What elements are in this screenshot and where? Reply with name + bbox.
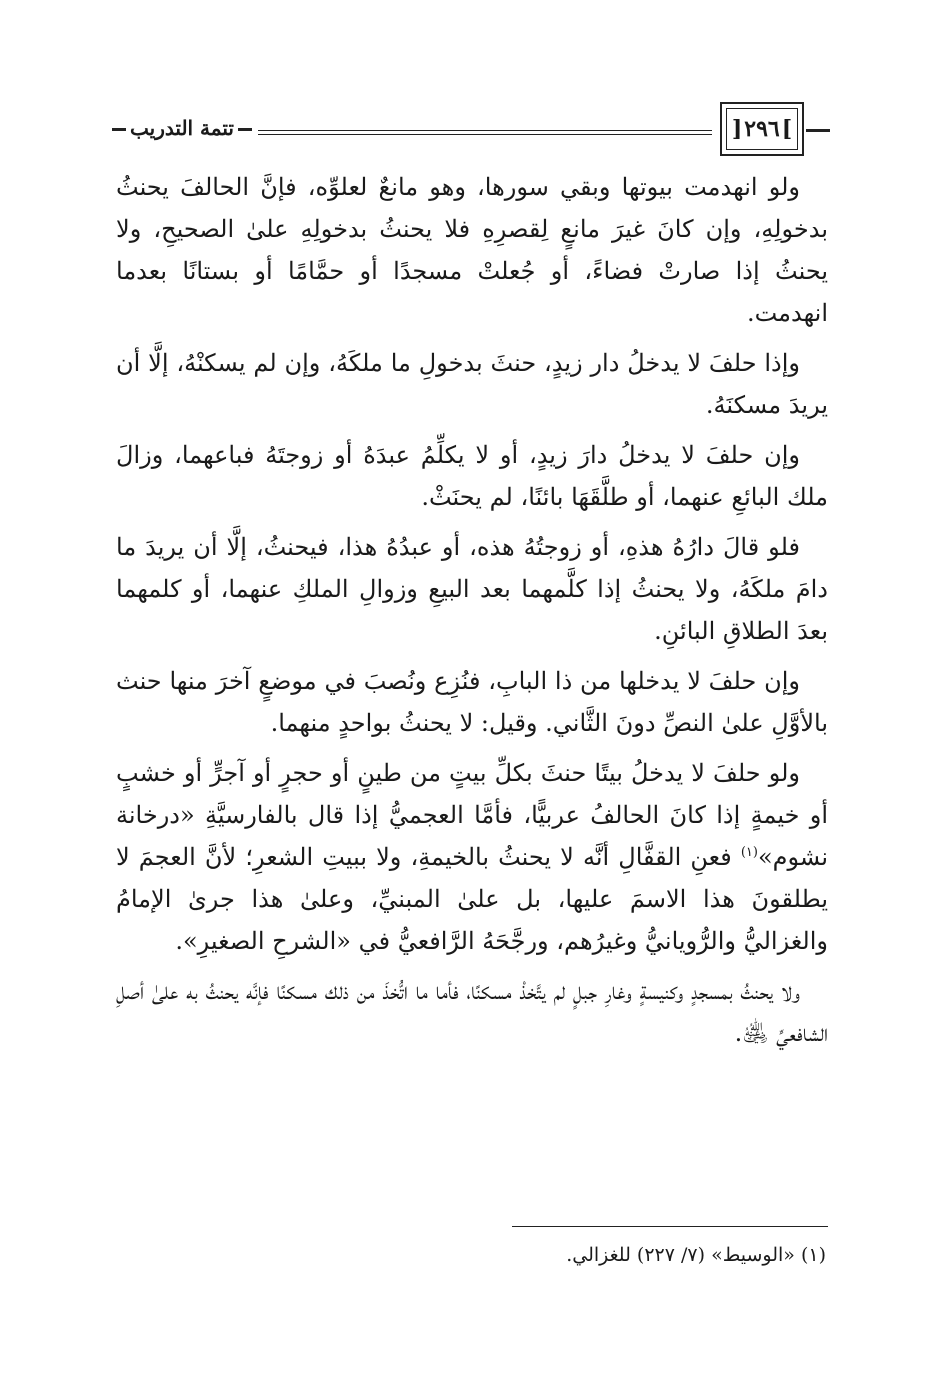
running-title	[108, 116, 256, 140]
paragraph-6	[116, 752, 828, 962]
paragraph-7: ولا يحنثُ بمسجدٍ وكنيسةٍ وغارِ جبلٍ لم يتَّخذْ مسكنًا، فأما ما اتُّخذَ من ذلك مسكنًا فإنَّه يحنثُ به علىٰ أصلِ الشافعيِّ ﵁.	[116, 977, 828, 1047]
paragraph-6-part-1: ولو حلفَ لا يدخلُ بيتًا حنثَ بكلِّ بيتٍ من طينٍ أو حجرٍ أو آجرٍّ أو خشبٍ أو خيمةٍ إذا كانَ الحالفُ عربيًّا، فأمَّا العجميُّ إذا قال بالفارسيَّةِ «درخانة نشوم»	[116, 759, 829, 871]
title-dash-left	[238, 128, 252, 131]
running-header	[108, 102, 830, 158]
paragraph-3: وإن حلفَ لا يدخلُ دارَ زيدٍ، أو لا يكلِّمُ عبدَهُ أو زوجتَهُ فباعهما، وزالَ ملك البائعِ عنهما، أو طلَّقَهَا بائنًا، لم يحنَثْ.	[116, 441, 828, 511]
footnote-reference[interactable]: (١)	[740, 845, 758, 860]
title-dash-right	[112, 128, 126, 131]
footnote-1: (١) «الوسيط» (٧/ ٢٢٧) للغزالي.	[566, 1244, 826, 1266]
page-number: ٢٩٦	[744, 116, 780, 142]
footnote-separator	[512, 1226, 828, 1227]
header-double-rule	[258, 130, 712, 131]
main-text	[116, 166, 828, 1062]
page-number-bracket-left: [	[731, 116, 743, 142]
paragraph-2: وإذا حلفَ لا يدخلُ دار زيدٍ، حنثَ بدخولِ ما ملكَهُ، وإن لم يسكنْهُ، إلَّا أن يريدَ مسكنَهُ.	[116, 349, 828, 419]
paragraph-5: وإن حلفَ لا يدخلها من ذا البابِ، فنُزِع ونُصبَ في موضعٍ آخرَ منها حنث بالأوَّلِ علىٰ النصِّ دونَ الثَّاني. وقيل: لا يحنثُ بواحدٍ منهما.	[116, 667, 828, 737]
paragraph-4: فلو قالَ دارُهُ هذهِ، أو زوجتُهُ هذه، أو عبدُهُ هذا، فيحنثُ، إلَّا أن يريدَ ما دامَ ملكَهُ، ولا يحنثُ إذا كلَّمهما بعد البيعِ وزوالِ الملكِ عنهما، أو كلمهما بعدَ الطلاقِ البائنِ.	[116, 533, 828, 645]
page-number-inner-frame	[726, 108, 798, 150]
page-number-bracket-right: ]	[781, 116, 793, 142]
paragraph-6-part-2: فعنِ القفَّالِ أنَّه لا يحنثُ بالخيمةِ، ولا ببيتِ الشعرِ؛ لأنَّ العجمَ لا يطلقونَ هذا الاسمَ عليها، بل علىٰ المبنيِّ، وعلىٰ هذا جرىٰ الإمامُ والغزاليُّ والرُّويانيُّ وغيرُهم، ورجَّحَهُ الرَّافعيُّ في «الشرحِ الصغيرِ».	[116, 843, 828, 955]
header-right-tick	[806, 129, 830, 132]
page-number-frame	[720, 102, 804, 156]
running-title-text: تتمة التدريب	[130, 116, 234, 140]
paragraph-1: ولو انهدمت بيوتها وبقي سورها، وهو مانعٌ لعلوِّه، فإنَّ الحالفَ يحنثُ بدخولِهِ، وإن كانَ غيرَ مانعٍ لِقصرِهِ فلا يحنثُ بدخولِهِ علىٰ الصحيحِ، ولا يحنثُ إذا صارتْ فضاءً، أو جُعلتْ مسجدًا أو حمَّامًا أو بستانًا بعدما انهدمت.	[116, 173, 829, 327]
